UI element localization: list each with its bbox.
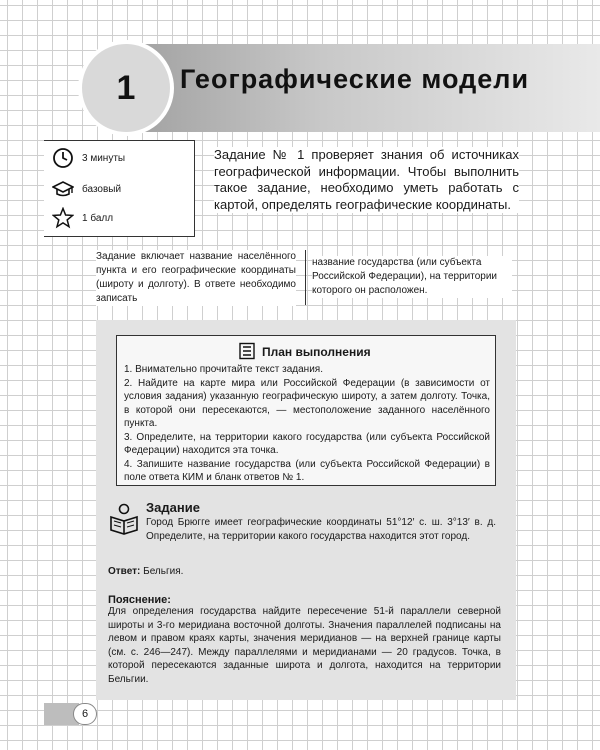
- plan-step: 4. Запишите название государства (или субъекта Российской Федерации) в поле ответа КИМ и бланк ответов № 1.: [124, 458, 490, 483]
- checklist-icon: [238, 342, 256, 360]
- meta-score: 1 балл: [82, 213, 114, 224]
- explanation-title: Пояснение:: [108, 594, 171, 606]
- task-text: Город Брюгге имеет географические координаты 51°12′ с. ш. 3°13′ в. д. Определите, на территории какого государства находится этот город.: [146, 517, 496, 542]
- reading-person-icon: [108, 503, 140, 535]
- description-left-column: Задание включает название населённого пункта и его географические координаты (широту и долготу). В ответе необходимо записать: [96, 251, 296, 304]
- chapter-title: Географические модели: [180, 64, 530, 94]
- chapter-number-badge: [78, 40, 174, 136]
- page-number: 6: [73, 703, 97, 725]
- explanation-text: Для определения государства найдите пересечение 51-й параллели северной широты и 3-го меридиана восточной долготы. Значения параллелей подписаны на левом и правом краях карты, значения меридианов — на верхней границе карты (см. с. 246—247). Между параллелями и меридианами — 20 градусов. Точка, в которой пересекаются заданные широта и долгота, находится на территории Бельгии.: [108, 606, 501, 685]
- answer-value: Бельгия.: [143, 566, 184, 577]
- answer-label: Ответ:: [108, 566, 141, 577]
- meta-time: 3 минуты: [82, 153, 126, 164]
- plan-step: 2. Найдите на карте мира или Российской Федерации (в зависимости от условия задания) указанную географическую широту, а затем долготу. Точка, в которой они пересекаются, — местоположение заданного населённого пункта.: [124, 377, 490, 429]
- plan-step: 3. Определите, на территории какого государства (или субъекта Российской Федерации) находится эта точка.: [124, 431, 490, 456]
- answer-line: [108, 566, 183, 577]
- clock-icon: [52, 147, 74, 169]
- plan-step: 1. Внимательно прочитайте текст задания.: [124, 364, 323, 375]
- meta-level: базовый: [82, 184, 122, 195]
- meta-level-row: [52, 178, 74, 200]
- intro-text: Задание № 1 проверяет знания об источниках географической информации. Чтобы выполнить такое задание, необходимо уметь работать с картой, определять географические координаты.: [214, 147, 519, 212]
- description-right-column: название государства (или субъекта Российской Федерации), на территории которого он расположен.: [312, 256, 512, 298]
- chapter-number: 1: [116, 68, 136, 107]
- star-icon: [52, 207, 74, 229]
- plan-title: План выполнения: [262, 345, 371, 359]
- task-title: Задание: [146, 500, 200, 515]
- column-divider: [305, 250, 306, 305]
- meta-time-row: [52, 147, 74, 169]
- plan-steps: [124, 363, 490, 485]
- meta-score-row: [52, 207, 74, 229]
- graduation-cap-icon: [52, 178, 74, 200]
